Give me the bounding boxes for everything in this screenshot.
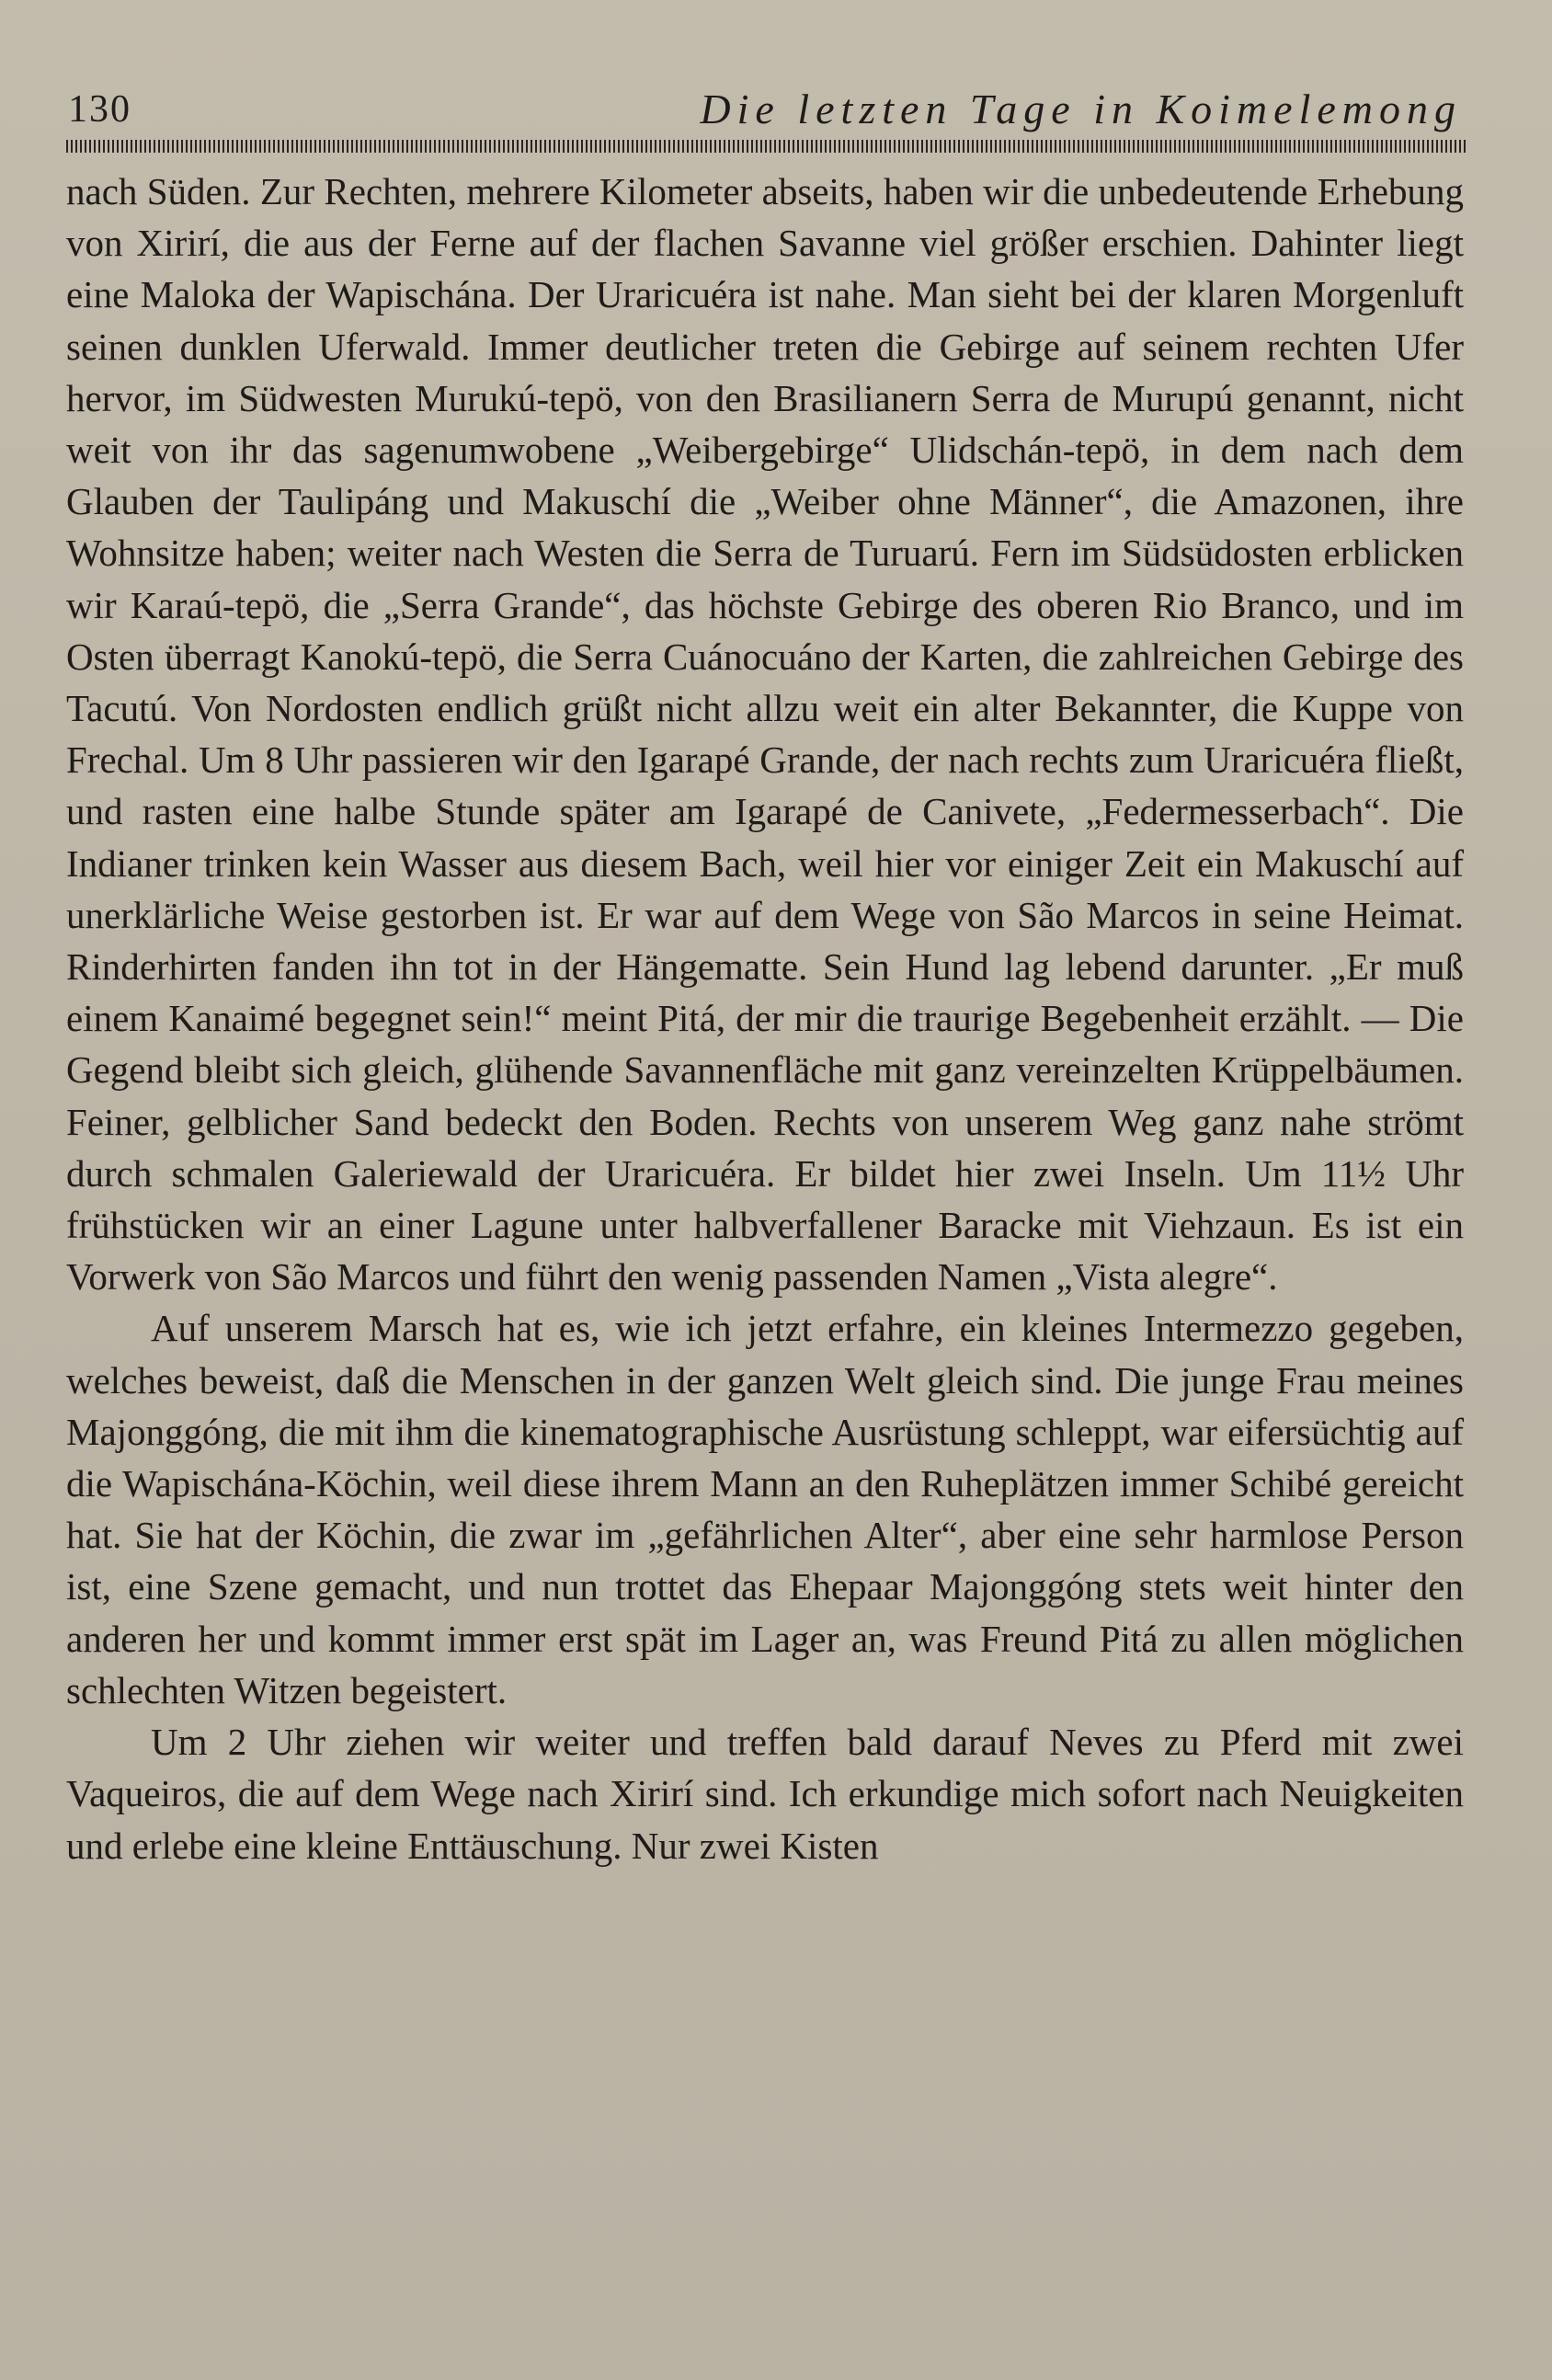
page-number: 130 <box>68 88 131 131</box>
paragraph-2: Auf unserem Marsch hat es, wie ich jetzt erfahre, ein kleines Intermezzo gegeben, welches beweist, daß die Menschen in der ganzen Welt gleich sind. Die junge Frau meines Majonggóng, die mit ihm die kinematographische Ausrüstung schleppt, war eifersüchtig auf die Wapischána-Köchin, weil diese ihrem Mann an den Ruheplätzen immer Schibé gereicht hat. Sie hat der Köchin, die zwar im „gefährlichen Alter“, aber eine sehr harmlose Person ist, eine Szene gemacht, und nun trottet das Ehepaar Majonggóng stets weit hinter den anderen her und kommt immer erst spät im Lager an, was Freund Pitá zu allen möglichen schlechten Witzen begeistert. <box>66 1307 1464 1711</box>
page-header <box>66 88 1466 143</box>
header-rule <box>66 140 1466 153</box>
paragraph-3: Um 2 Uhr ziehen wir weiter und treffen bald darauf Neves zu Pferd mit zwei Vaqueiros, die auf dem Wege nach Xirirí sind. Ich erkundige mich sofort nach Neuigkeiten und erlebe eine kleine Enttäuschung. Nur zwei Kisten <box>66 1721 1464 1867</box>
paragraph-1: nach Süden. Zur Rechten, mehrere Kilometer abseits, haben wir die unbedeutende Erhebung von Xirirí, die aus der Ferne auf der flachen Savanne viel größer erschien. Dahinter liegt eine Maloka der Wapischána. Der Uraricuéra ist nahe. Man sieht bei der klaren Morgenluft seinen dunklen Uferwald. Immer deutlicher treten die Gebirge auf seinem rechten Ufer hervor, im Südwesten Murukú-tepö, von den Brasilianern Serra de Murupú genannt, nicht weit von ihr das sagenumwobene „Weibergebirge“ Ulidschán-tepö, in dem nach dem Glauben der Taulipáng und Makuschí die „Weiber ohne Männer“, die Amazonen, ihre Wohnsitze haben; weiter nach Westen die Serra de Turuarú. Fern im Südsüdosten erblicken wir Karaú-tepö, die „Serra Grande“, das höchste Gebirge des oberen Rio Branco, und im Osten überragt Kanokú-tepö, die Serra Cuánocuáno der Karten, die zahlreichen Gebirge des Tacutú. Von Nordosten endlich grüßt nicht allzu weit ein alter Bekannter, die Kuppe von Frechal. Um 8 Uhr passieren wir den Igarapé Grande, der nach rechts zum Uraricuéra fließt, und rasten eine halbe Stunde später am Igarapé de Canivete, „Federmesserbach“. Die Indianer trinken kein Wasser aus diesem Bach, weil hier vor einiger Zeit ein Makuschí auf unerklärliche Weise gestorben ist. Er war auf dem Wege von São Marcos in seine Heimat. Rinderhirten fanden ihn tot in der Hängematte. Sein Hund lag lebend darunter. „Er muß einem Kanaimé begegnet sein!“ meint Pitá, der mir die traurige Begebenheit erzählt. — Die Gegend bleibt sich gleich, glühende Savannenfläche mit ganz vereinzelten Krüppelbäumen. Feiner, gelblicher Sand bedeckt den Boden. Rechts von unserem Weg ganz nahe strömt durch schmalen Galeriewald der Uraricuéra. Er bildet hier zwei Inseln. Um 11½ Uhr frühstücken wir an einer Lagune unter halbverfallener Baracke mit Viehzaun. Es ist ein Vorwerk von São Marcos und führt den wenig passenden Namen „Vista alegre“. <box>66 170 1464 1299</box>
running-title: Die letzten Tage in Koimelemong <box>700 86 1462 132</box>
body-text <box>66 166 1464 1871</box>
